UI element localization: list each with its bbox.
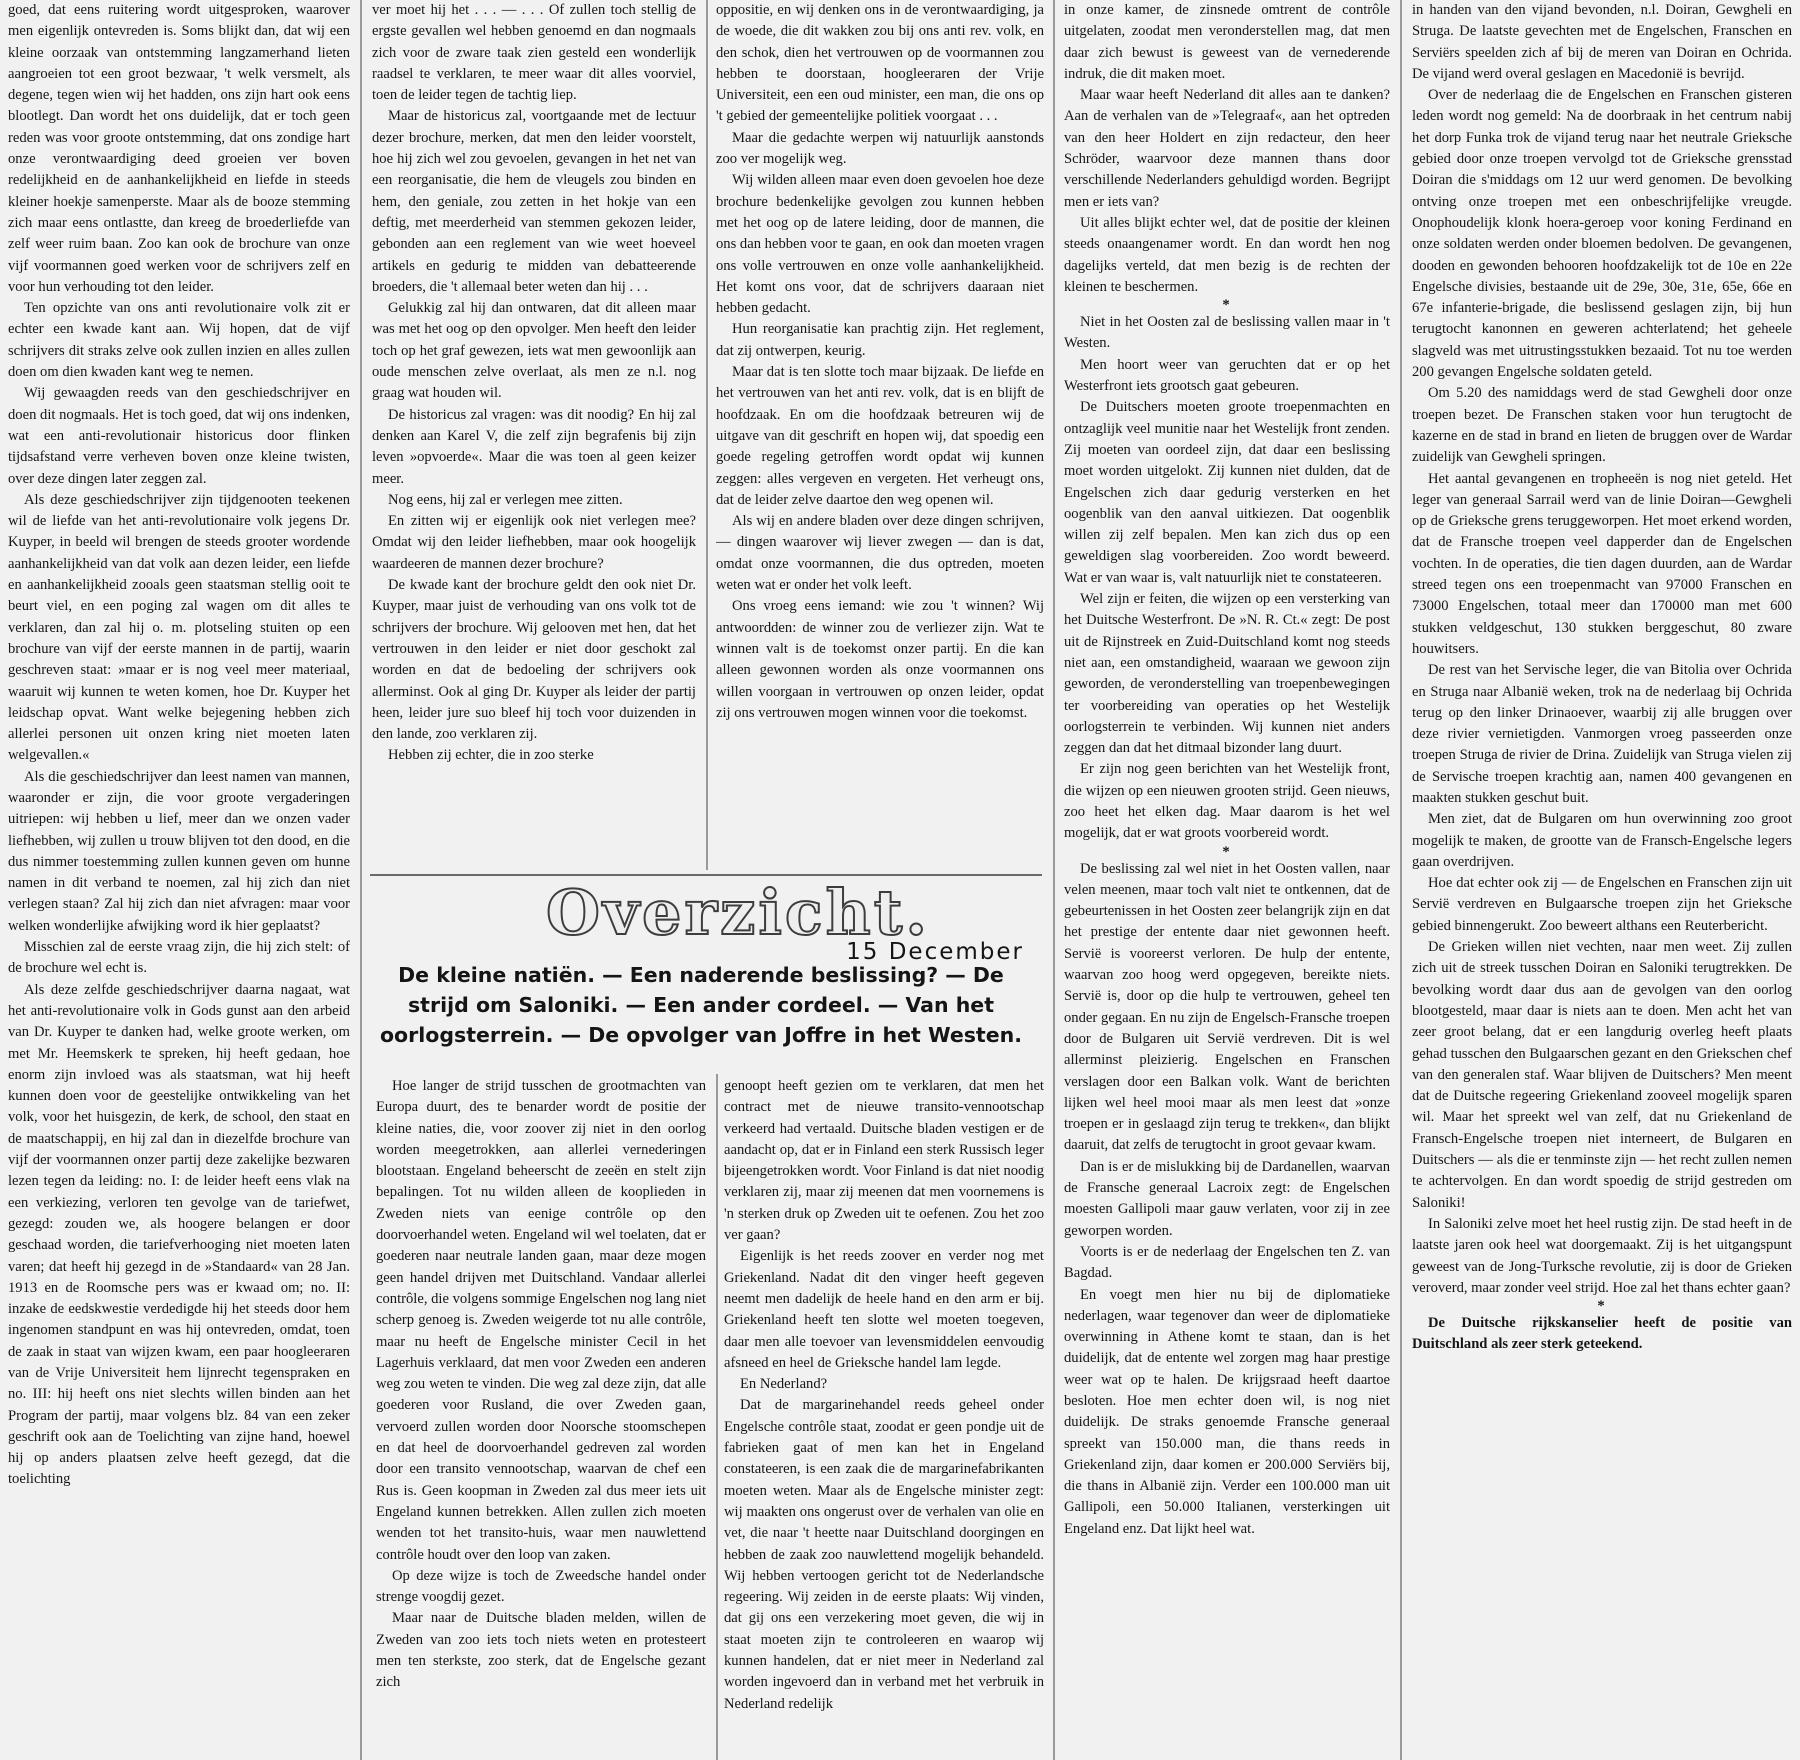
section-separator: *	[1597, 1298, 1607, 1315]
paragraph: De beslissing zal wel niet in het Oosten vallen, naar velen meenen, maar toch valt niet te ontkennen, dat de gebeurtenissen in het Oosten zeer belangrijk zijn en dat het prestige der entente daar niet gewonnen heeft. Servië is vooreerst verloren. De hulp der entente, waarvan zoo hoog werd opgegeven, bereikte niets. Servië is, door op die hulp te vertrouwen, geheel ten onder gegaan. En nu zijn de Engelsch-Fransche troepen door de Bulgaren uit Servië verdreven. Dit is wel allerminst pleizierig. Engelschen en Franschen verslagen door een Balkan volk. Want de berichten lijken wel heel mooi maar als men leest dat »onze troepen er in geslaagd zijn terug te trekken«, dan blijkt daaruit, dat zelfs de terugtocht in groot gevaar kwam.	[1064, 860, 1390, 1154]
paragraph: Wij gewaagden reeds van den geschiedschrijver en doen dit nogmaals. Het is toch goed, dat wij ons indenken, wat een anti-revolutionair historicus door flinken tijdsafstand verre verheven boven onze kleine twisten, over deze dingen later zeggen zal.	[8, 385, 350, 487]
paragraph: Ten opzichte van ons anti revolutionaire volk zit er echter een kwade kant aan. Wij hopen, dat de vijf schrijvers dit straks zelve ook zullen inzien en alles zullen doen om dien kwaden kant weg te nemen.	[8, 300, 350, 381]
paragraph: Over de nederlaag die de Engelschen en Franschen gisteren leden wordt nog gemeld: Na de doorbraak in het centrum nabij het dorp Funka trok de vijand terug naar het neutrale Grieksche gebied door onze troepen vervolgd tot de Grieksche grensstad Doiran die s'middags om 12 uur werd genomen. De bevolking ontving onze troepen met een onbeschrijfelijke vreugde. Onophoudelijk klonk hoera-geroep voor koning Ferdinand en onze soldaten werden onder bloemen bedolven. De gevangenen, dooden en gewonden behooren hoofdzakelijk tot de 10e en 22e Engelsche divisies, bestaande uit de 29e, 30e, 31e, 65e, 66e en 67e infanterie-brigade, die beslissend geslagen zijn, bij hun terugtocht kanonnen en geweren achterlatend; het geheele slagveld was met uitrustingsstukken bezaaid. Tot nu toe werden 200 gevangen Engelsche soldaten geteld.	[1412, 87, 1792, 381]
paragraph: Maar naar de Duitsche bladen melden, willen de Zweden van zoo iets toch niets weten en protesteert men ten sterkste, zoo sterk, dat de Engelsche gezant zich	[376, 1610, 706, 1691]
paragraph: Maar de historicus zal, voortgaande met de lectuur dezer brochure, merken, dat men den leider voorstelt, hoe hij zich wel zou gevoelen, gevangen in het net van een reorganisatie, die hem de vleugels zou binden en hem, den geniale, zou zetten in het hokje van een deftig, met meerderheid van stemmen gekozen leider, gebonden aan een reglement van wie weet hoeveel artikels en gedurig te midden van debatteerende broeders, die 't allemaal beter weten dan hij . . .	[372, 108, 696, 295]
column-overzicht-right	[724, 1076, 1044, 1760]
paragraph: Op deze wijze is toch de Zweedsche handel onder strenge voogdij gezet.	[376, 1567, 706, 1606]
article-subheading: De kleine natiën. — Een naderende beslissing? — De strijd om Saloniki. — Een ander cordeel. — Van het oorlogsterrein. — De opvolger van Joffre in het Westen.	[379, 963, 1023, 1047]
paragraph: De historicus zal vragen: was dit noodig? En hij zal denken aan Karel V, die zelf zijn begrafenis bij zijn leven »opvoerde«. Maar die was toen al geen keizer meer.	[372, 406, 696, 487]
paragraph: Nog eens, hij zal er verlegen mee zitten.	[388, 491, 623, 508]
paragraph: Voorts is er de nederlaag der Engelschen ten Z. van Bagdad.	[1064, 1243, 1390, 1282]
paragraph: Als die geschiedschrijver dan leest namen van mannen, waaronder er zijn, die voor groote vergaderingen uitriepen: wij hebben u lief, meer dan we onzen vader liefhebben, wij zullen u trouw blijven tot den dood, en die dus nimmer toestemming zullen kunnen geven om hunne namen in dit verband te noemen, zal hij zich dan niet verlegen staan? Zal hij zich dan niet afvragen: maar voor welken wonderlijke afwijking word ik hier geplaatst?	[8, 768, 350, 934]
paragraph: De Duitsche rijkskanselier heeft de positie van Duitschland als zeer sterk geteekend.	[1412, 1315, 1792, 1353]
column-rule	[1400, 0, 1402, 1760]
paragraph: Men ziet, dat de Bulgaren om hun overwinning zoo groot mogelijk te maken, de grootte van de Fransch-Engelsche legers gaan overdrijven.	[1412, 811, 1792, 870]
paragraph: Het aantal gevangenen en tropheeën is nog niet geteld. Het leger van generaal Sarrail werd van de linie Doiran—Gewgheli op de Grieksche grens teruggeworpen. Het moet erkend worden, dat de Fransche troepen veel dapperder dan de Engelschen vochten. In de operaties, die tien dagen duurden, aan de Wardar streed tegen ons een troepenmacht van 97000 Franschen en 73000 Engelschen, totaal meer dan 170000 man met 600 stukken veldgeschut, 130 stukken berggeschut, 80 zware houwitsers.	[1412, 470, 1792, 657]
paragraph: in handen van den vijand bevonden, n.l. Doiran, Gewgheli en Struga. De laatste gevechten met de Engelschen, Franschen en Serviërs speelden zich af bij de meren van Doiran en Ochrida. De vijand werd overal geslagen en Macedonië is bevrijd.	[1412, 2, 1792, 82]
paragraph: Hoe langer de strijd tusschen de grootmachten van Europa duurt, des te benarder wordt de positie der kleine naties, die, voor zoover zij niet in den oorlog worden meegetrokken, aan allerlei vernederingen blootstaan. Engeland beheerscht de zeeën en stelt zijn bepalingen. Tot nu wilden alleen de kooplieden in Zweden niets van eenige contrôle op den doorvoerhandel weten. Engeland wil wel toelaten, dat er goederen naar neutrale landen gaan, maar deze mogen geen handel drijven met Duitschland. Vandaar allerlei contrôle, die volgens sommige Engelschen nog lang niet scherp genoeg is. Zweden weigerde tot nu alle contrôle, maar nu heeft de Engelsche minister Cecil in het Lagerhuis verklaard, dat men voor Zweden een anderen weg zou weten te vinden. Die weg zal deze zijn, dat alle goederen voor Rusland, die over Zweden gaan, vervoerd zullen worden door Noorsche stoomschepen en dat heel de doorvoerhandel gedreven zal worden door een transito vennootschap, waarvan de chef een Rus is. Geen koopman in Zweden zal dus meer iets uit Engeland kunnen betrekken. Allen zullen zich moeten wenden tot het transito-huis, waar men nauwlettend contrôle houdt over den loop van zaken.	[376, 1078, 706, 1563]
paragraph: In Saloniki zelve moet het heel rustig zijn. De stad heeft in de laatste jaren ook heel wat doorgemaakt. Zij is het uitgangspunt geweest van de Jong-Turksche revolutie, zij is door de Grieken veroverd, maar zonder veel strijd. Hoe zal het thans echter gaan?	[1412, 1215, 1792, 1296]
paragraph: Er zijn nog geen berichten van het Westelijk front, die wijzen op een nieuwen grooten strijd. Geen nieuws, zoo heet het elken dag. Maar daarom is het wel mogelijk, dat er wat groots voorbereid wordt.	[1064, 761, 1390, 842]
column-rule	[706, 0, 708, 870]
column-5	[1412, 0, 1792, 1760]
paragraph: Eigenlijk is het reeds zoover en verder nog met Griekenland. Nadat dit den vinger heeft gegeven neemt men dadelijk de heele hand en den arm er bij. Griekenland heeft ten slotte wel moeten toegeven, daar men alle toevoer van levensmiddelen eenvoudig afsneed en heel de Grieksche handel lam legde.	[724, 1248, 1044, 1371]
paragraph: goed, dat eens ruitering wordt uitgesproken, waarover men eigenlijk ontevreden is. Soms blijkt dan, dat wij een kleine oorzaak van ontstemming langzamerhand lieten aangroeien tot een groot bezwaar, 't welk versmelt, als degene, tegen wien wij het hadden, ons zijn hart ook eens blootlegt. Dan wordt het ons duidelijk, dat er toch geen reden was voor groote ontstemming, dat ons zondige hart onze verontwaardiging deed groeien ver boven redelijkheid en de aanhankelijkheid en liefde in steeds kleiner hoekje samenperste. Maar als de booze stemming zich maar eens ontlastte, dan kreeg de broederliefde van zelf weer ruim baan. Zoo kan ook de brochure van onze vijf voormannen goed werken voor de schrijvers zelf en voor hun verhouding tot den leider.	[8, 2, 350, 295]
paragraph: En zitten wij er eigenlijk ook niet verlegen mee? Omdat wij den leider liefhebben, maar ook hoogelijk waardeeren de mannen dezer brochure?	[372, 513, 696, 572]
paragraph: En Nederland?	[740, 1376, 828, 1393]
paragraph: Wel zijn er feiten, die wijzen op een versterking van het Duitsche Westerfront. De »N. R. Ct.« zegt: De post uit de Rijnstreek en Zuid-Duitschland komt nog steeds niet aan, een omstandigheid, waaraan we gewoon zijn geworden, de veronderstelling van troepenbewegingen ter voorbereiding van operaties op het Westelijk oorlogsterrein te verbinden. Wij kunnen niet anders zeggen dan dat het ditmaal bizonder lang duurt.	[1064, 591, 1390, 757]
paragraph: Hun reorganisatie kan prachtig zijn. Het reglement, dat zij ontwerpen, keurig.	[716, 321, 1044, 359]
paragraph: Hoe dat echter ook zij — de Engelschen en Franschen zijn uit Servië verdreven en Bulgaarsche troepen zijn het Grieksche gebied binnengerukt. Zoo beweert althans een Reuterbericht.	[1412, 875, 1792, 934]
paragraph: Als deze zelfde geschiedschrijver daarna nagaat, wat het anti-revolutionaire volk in Gods gunst aan den arbeid van Dr. Kuyper te danken had, welke groote werken, om met Mr. Heemskerk te spreken, hij heeft gedaan, hoe enorm zijn invloed was als staatsman, wat hij heeft kunnen doen voor de geestelijke ontwikkeling van het volk, voor het huisgezin, de kerk, de school, den staat en de maatschappij, en hij zal dan in diezelfde brochure van vijf der voormannen onzer partij deze zakelijke bezwaren lezen tegen da leiding: no. I: de leider heeft eens vlak na een verkiezing, verloren ten gevolge van de tariefwet, gezegd: zouden we, als hoogere belangen er door geschaad worden, die tariefverhooging niet moeten laten varen; dat heeft hij gezegd in de »Standaard« van 28 Jan. 1913 en de Roomsche pers was er kwaad om; no. II: inzake de eedskwestie verdedigde hij het steeds door hem ingenomen standpunt en was hij ontevreden, omdat, toen de zaak in staat van wijzen kwam, een paar hoogleeraren van de Vrije Universiteit hem lijnrecht tegenspraken en no. III: hij heeft ons niet slechts willen binden aan het Program der partij, maar volgens blz. 84 van een zeker geschrift ook aan de Toelichting van zijne hand, hoewel hij op anders plaatsen zelve heeft gezegd, dat die toelichting	[8, 981, 350, 1488]
paragraph: Om 5.20 des namiddags werd de stad Gewgheli door onze troepen bezet. De Franschen staken voor hun terugtocht de kazerne en de stad in brand en lieten de bruggen over de Wardar zuidelijk van Gewgheli springen.	[1412, 385, 1792, 466]
paragraph: ver moet hij het . . . — . . . Of zullen toch stellig de ergste gevallen wel hebben genoemd en dan nogmaals zich voor de zware taak zien gesteld een wonderlijk raadsel te verklaren, te meer waar dit alles voorviel, toen de leider tegen de tachtig liep.	[372, 2, 696, 104]
column-4	[1064, 0, 1390, 1760]
paragraph: Hebben zij echter, die in zoo sterke	[388, 747, 594, 764]
paragraph: Als wij en andere bladen over deze dingen schrijven, — dingen waarover wij liever zwegen — dan is dat, omdat onze voormannen, die dus optreden, moeten weten wat er onder het volk leeft.	[716, 513, 1044, 594]
paragraph: Misschien zal de eerste vraag zijn, die hij zich stelt: of de brochure wel echt is.	[8, 939, 350, 977]
paragraph: Als deze geschiedschrijver zijn tijdgenooten teekenen wil de liefde van het anti-revolutionaire volk jegens Dr. Kuyper, in beeld wil brengen de steeds grooter wordende aanhankelijkheid van dat volk aan dezen leider, een liefde en aanhankelijkheid zooals geen staatsman stellig ooit te beurt viel, en een poging zal wagen om dit alles te verklaren, dan zal hij o. m. plotseling stuiten op een brochure van vijf der eerste mannen in de partij, waarin geschreven staat: »maar er is nog veel meer materiaal, waaruit wij kunnen te weten komen, hoe Dr. Kuyper het leidschap opvat. Want welke bejegening hebben zich allerlei personen uit onzen kring niet moeten laten welgevallen.«	[8, 491, 350, 764]
column-rule	[1053, 0, 1055, 1760]
paragraph: Ons vroeg eens iemand: wie zou 't winnen? Wij antwoordden: de winner zou de verliezer zijn. Wat te winnen valt is de toekomst onzer partij. En die kan alleen gewonnen worden als onze voormannen ons willen voorgaan in vertrouwen op onzen leider, opdat zij ons vertrouwen mogen winnen voor die toekomst.	[716, 598, 1044, 721]
paragraph: in onze kamer, de zinsnede omtrent de contrôle uitgelaten, zoodat men veronderstellen mag, dat men daar zich bewust is geweest van de vernederende indruk, die dit maken moet.	[1064, 2, 1390, 82]
paragraph: De rest van het Servische leger, die van Bitolia over Ochrida en Struga naar Albanië weken, trok na de nederlaag bij Ochrida terug op den linker Drinaoever, waarbij zij alle bruggen over deze rivier vernietigden. Vanmorgen vroeg passeerden onze troepen Struga de rivier de Drina. Zuidelijk van Struga vielen zij de Servische troepen krachtig aan, namen 400 gevangenen en maakten stukken geschut buit.	[1412, 662, 1792, 806]
column-2	[372, 0, 696, 866]
paragraph: Wij wilden alleen maar even doen gevoelen hoe deze brochure bedenkelijke gevolgen zou kunnen hebben met het oog op de latere leiding, door de mannen, die ons dan hebben voor te gaan, en ook dan moeten vragen ons volle vertrouwen en onze volle aanhankelijkheid. Het komt ons voor, dat de schrijvers daaraan niet hebben gedacht.	[716, 172, 1044, 317]
paragraph: Maar die gedachte werpen wij natuurlijk aanstonds zoo ver mogelijk weg.	[716, 129, 1044, 168]
paragraph: oppositie, en wij denken ons in de verontwaardiging, ja de woede, die dit wakken zou bij ons anti rev. volk, en den schok, dien het vertrouwen op de voormannen zou hebben te doorstaan, hoogleeraren der Vrije Universiteit, een een oud minister, een man, die ons op 't gebied der gemeentelijke politiek voorgaat . . .	[716, 2, 1044, 125]
paragraph: genoopt heeft gezien om te verklaren, dat men het contract met de nieuwe transito-vennootschap verkeerd had vertaald. Duitsche bladen vestigen er de aandacht op, dat er in Finland een sterk Russisch leger bijeengetrokken wordt. Voor Finland is dat niet noodig verklaren zij, maar zij meenen dat men voornemens is 'n sterken druk op Zweden uit te oefenen. Zou het zoo ver gaan?	[724, 1078, 1044, 1244]
paragraph: Dat de margarinehandel reeds geheel onder Engelsche contrôle staat, zoodat er geen pondje uit de fabrieken gaat of men kan het in Engeland constateeren, is een zaak die de margarinefabrikanten moeten weten. Maar als de Engelsche minister zegt: wij maakten ons ongerust over de verhalen van olie en vet, die naar 't heette naar Duitschland doorgingen en hebben de zaak zoo nauwlettend mogelijk behandeld. Wij hebben vertoogen gericht tot de Nederlandsche regeering. Wij zeiden in de eerste plaats: Wij vinden, dat gij ons een verzekering moet geven, die wij in staat moeten zijn te controleeren en waarop wij kunnen handelen, dat er niet meer in Nederland zal worden ingevoerd dan in verband met het verbruik in Nederland redelijk	[724, 1397, 1044, 1712]
paragraph: De Duitschers moeten groote troepenmachten en ontzaglijk veel munitie naar het Westelijk front zenden. Zij moeten van oordeel zijn, dat daar een beslissing moet worden uitgelokt. Zij kunnen niet dulden, dat de Engelschen zich daar gedurig versterken en het oogenblik van den aanval uitkiezen. Dat oogenblik willen zij zelf bepalen. Men kan zich dus op een geweldigen slag voorbereiden. Zoo wordt beweerd. Wat er van waar is, valt natuurlijk niet te constateeren.	[1064, 399, 1390, 586]
paragraph: Uit alles blijkt echter wel, dat de positie der kleinen steeds onaangenamer wordt. En dan wordt hen nog dagelijks verteld, dat men bezig is de rechten der kleinen te beschermen.	[1064, 214, 1390, 295]
paragraph: Maar dat is ten slotte toch maar bijzaak. De liefde en het vertrouwen van het anti rev. volk, dat is en blijft de hoofdzaak. En om die hoofdzaak betreuren wij de uitgave van dit geschrift en hopen wij, dat spoedig een goede regeling getroffen wordt opdat wij kunnen zeggen: alles vergeven en vergeten. Het verheugt ons, dat de leider zelve daartoe den weg openen wil.	[716, 364, 1044, 508]
column-3	[716, 0, 1044, 866]
paragraph: En voegt men hier nu bij de diplomatieke nederlagen, waar tegenover dan weer de diplomatieke overwinning in Athene komt te staan, dan is het duidelijk, dat de entente wel zorgen mag haar prestige weer wat op te halen. De krijgsraad heeft daartoe besloten. Hoe men echter doen wil, is nog niet duidelijk. De straks genoemde Fransche generaal spreekt van 150.000 man, die thans reeds in Griekenland zijn, daar komen er 200.000 Serviërs bij, die thans in Albanië zijn. Verder een 100.000 man uit Gallipoli, een 50.000 Italianen, versterkingen uit Engeland enz. Dat lijkt heel wat.	[1064, 1286, 1390, 1537]
section-masthead: Overzicht.	[546, 876, 930, 949]
column-rule	[716, 1074, 718, 1760]
column-overzicht-left	[376, 1076, 706, 1760]
section-separator: *	[1222, 843, 1232, 860]
paragraph: De Grieken willen niet vechten, naar men weet. Zij zullen zich uit de streek tusschen Doiran en Saloniki terugtrekken. De bevolking wordt daar dus aan de gevolgen van den oorlog blootgesteld, maar daar is niets aan te doen. Men acht het van zeer groot belang, dat er een langdurig overleg heeft plaats gehad tusschen den Bulgaarschen gezant en den Griekschen chef van den generalen staf. Waar blijven de Duitschers? Men meent dat de Duitsche regeering Griekenland zooveel mogelijk sparen wil. Maar het spreekt wel van zelf, dat nu Griekenland de Fransch-Engelsche troepen niet interneert, de Bulgaren en Duitschers — als die er tenminste zijn — het recht zullen nemen te achtervolgen. En dan wordt spoedig de strijd gestreden om Saloniki!	[1412, 939, 1792, 1211]
paragraph: Niet in het Oosten zal de beslissing vallen maar in 't Westen.	[1064, 314, 1390, 352]
paragraph: De kwade kant der brochure geldt den ook niet Dr. Kuyper, maar juist de verhouding van ons volk tot de schrijvers der brochure. Wij gelooven met hen, dat het vertrouwen in den leider er niet door geschokt zal worden en dat de bedoeling der schrijvers ook allerminst. Ook al ging Dr. Kuyper als leider der partij heen, leider jure suo bleef hij toch voor duizenden in den lande, zoo verklaren zij.	[372, 577, 696, 743]
paragraph: Maar waar heeft Nederland dit alles aan te danken? Aan de verhalen van de »Telegraaf«, aan het optreden van den heer Holdert en zijn redacteur, den heer Schröder, waarvoor deze mannen thans door verschillende Nederlanders gehuldigd worden. Begrijpt men er iets van?	[1064, 87, 1390, 210]
dateline: 15 December	[846, 939, 1024, 965]
paragraph: Dan is er de mislukking bij de Dardanellen, waarvan de Fransche generaal Lacroix zegt: de Engelschen moesten Gallipoli maar gauw verlaten, voor zij in zee geworpen worden.	[1064, 1158, 1390, 1239]
paragraph: Men hoort weer van geruchten dat er op het Westerfront iets grootsch gaat gebeuren.	[1064, 356, 1390, 395]
section-separator: *	[1222, 297, 1232, 314]
paragraph: Gelukkig zal hij dan ontwaren, dat dit alleen maar was met het oog op den opvolger. Men heeft den leider toch op het graf gewezen, iets wat men gewoonlijk aan oude menschen zelve overlaat, als men ze n.l. nog graag wat houden wil.	[372, 300, 696, 402]
column-1	[8, 0, 350, 1760]
column-rule	[360, 0, 362, 1760]
